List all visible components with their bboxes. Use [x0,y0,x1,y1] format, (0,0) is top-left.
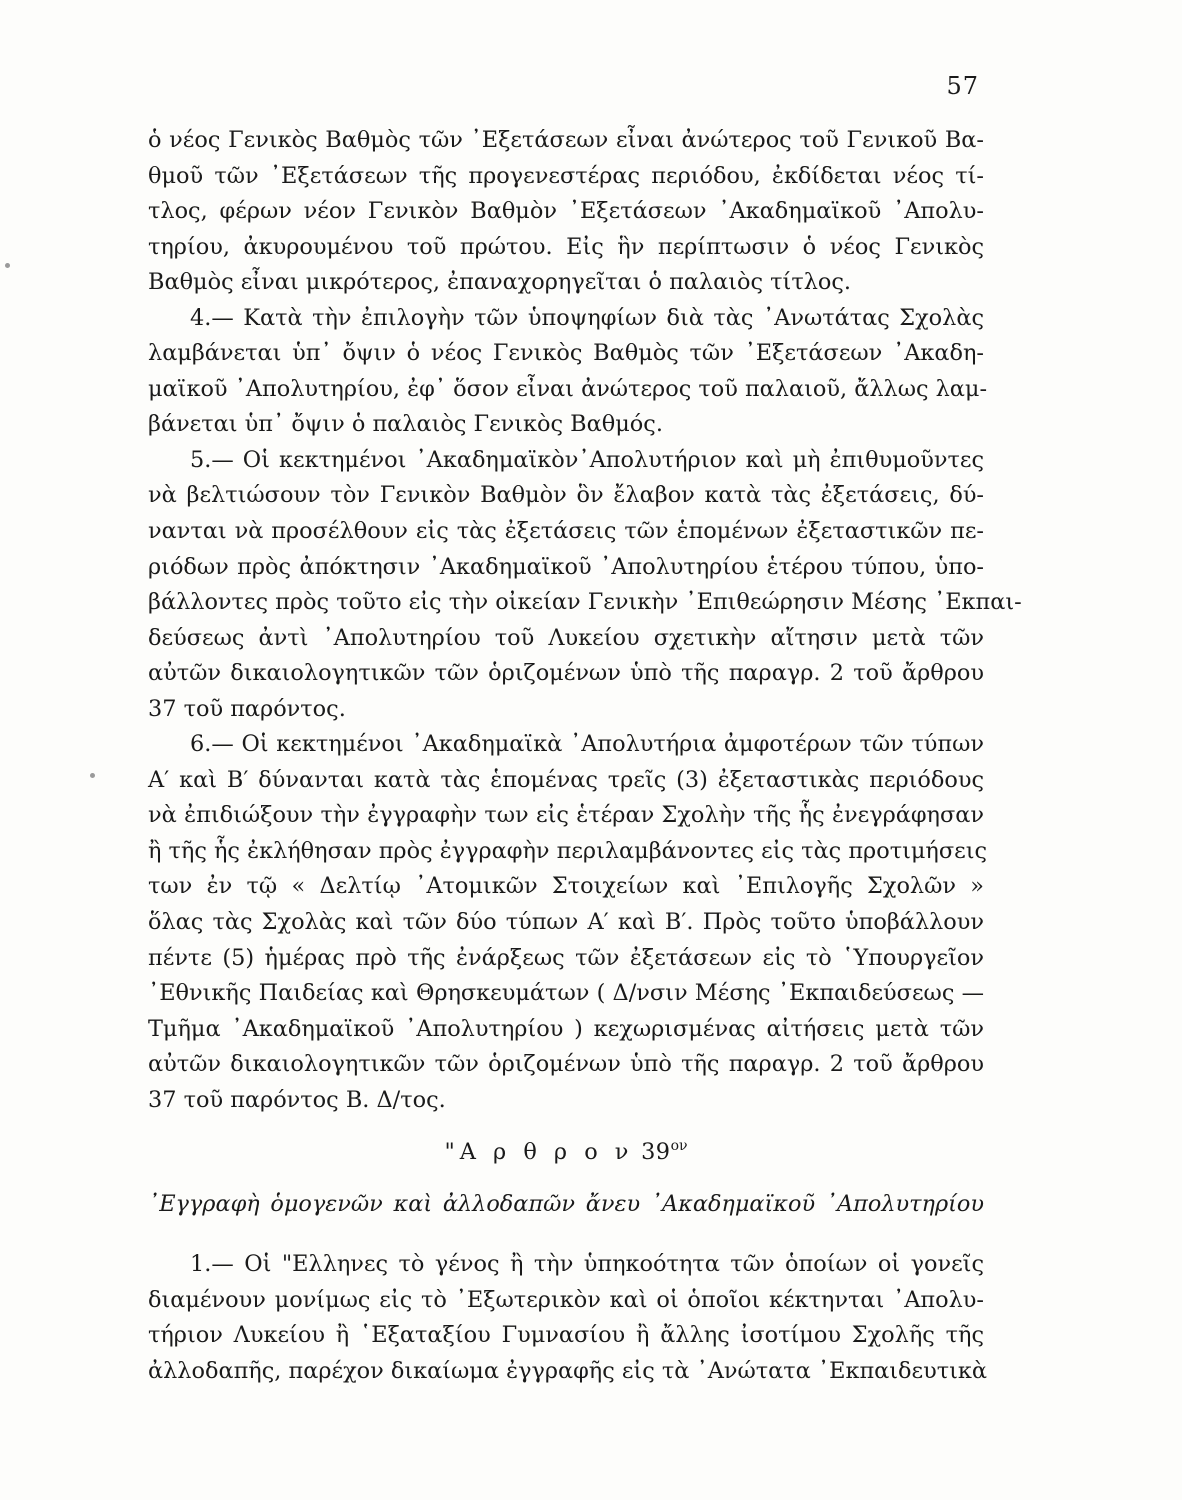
article-heading-prefix: "Α ρ θ ρ ο ν [444,1139,634,1165]
text-line: θμοῦ τῶν ᾿Εξετάσεων τῆς προγενεστέρας περιόδου, ἐκδίδεται νέος τί- [148,162,984,189]
text-line: ὅλας τὰς Σχολὰς καὶ τῶν δύο τύπων Α′ καὶ Β′. Πρὸς τοῦτο ὑποβάλλουν [148,909,984,936]
text-line: μαϊκοῦ ᾿Απολυτηρίου, ἐφ᾿ ὅσον εἶναι ἀνώτερος τοῦ παλαιοῦ, ἄλλως λαμ- [148,375,988,402]
page-number: 57 [946,72,979,100]
text-line: 5.— Οἱ κεκτημένοι ᾿Ακαδημαϊκὸν᾿Απολυτήριον καὶ μὴ ἐπιθυμοῦντες [190,446,984,473]
article-heading-suffix: ον [670,1138,688,1154]
text-line: νανται νὰ προσέλθουν εἰς τὰς ἐξετάσεις τῶν ἑπομένων ἐξεταστικῶν πε- [148,518,984,545]
text-line: τηρίου, ἀκυρουμένου τοῦ πρώτου. Εἰς ἣν περίπτωσιν ὁ νέος Γενικὸς [148,233,984,260]
article-heading-number: 39 [641,1139,671,1165]
text-line: βάλλοντες πρὸς τοῦτο εἰς τὴν οἰκείαν Γενικὴν ᾿Επιθεώρησιν Μέσης ᾿Εκπαι- [148,589,1022,616]
text-line: 1.— Οἱ "Ελληνες τὸ γένος ἢ τὴν ὑπηκοότητα τῶν ὁποίων οἱ γονεῖς [190,1251,984,1277]
text-line: Βαθμὸς εἶναι μικρότερος, ἐπαναχορηγεῖται ὁ παλαιὸς τίτλος. [148,269,852,296]
text-line: 4.— Κατὰ τὴν ἐπιλογὴν τῶν ὑποψηφίων διὰ τὰς ᾿Ανωτάτας Σχολὰς [190,304,984,331]
text-line: 6.— Οἱ κεκτημένοι ᾿Ακαδημαϊκὰ ᾿Απολυτήρια ἀμφοτέρων τῶν τύπων [190,731,984,758]
body-text-top [148,123,1022,1118]
text-line: ριόδων πρὸς ἀπόκτησιν ᾿Ακαδημαϊκοῦ ᾿Απολυτηρίου ἑτέρου τύπου, ὑπο- [148,553,984,580]
text-line: πέντε (5) ἡμέρας πρὸ τῆς ἐνάρξεως τῶν ἐξετάσεων εἰς τὸ ῾Υπουργεῖον [148,944,984,971]
text-line: τλος, φέρων νέον Γενικὸν Βαθμὸν ᾿Εξετάσεων ᾿Ακαδημαϊκοῦ ᾿Απολυ- [148,198,984,225]
text-line: ἢ τῆς ἧς ἐκλήθησαν πρὸς ἐγγραφὴν περιλαμβάνοντες εἰς τὰς προτιμήσεις [148,837,988,864]
text-line: Α′ καὶ Β′ δύνανται κατὰ τὰς ἑπομένας τρεῖς (3) ἐξεταστικὰς περιόδους [148,766,984,793]
scan-speck [90,773,95,778]
body-text-bottom [148,1247,988,1389]
text-line: 37 τοῦ παρόντος Β. Δ/τος. [148,1086,446,1113]
text-line: αὐτῶν δικαιολογητικῶν τῶν ὁριζομένων ὑπὸ τῆς παραγρ. 2 τοῦ ἄρθρου [148,1051,984,1078]
text-line: νὰ βελτιώσουν τὸν Γενικὸν Βαθμὸν ὃν ἔλαβον κατὰ τὰς ἐξετάσεις, δύ- [148,482,984,509]
text-line: 37 τοῦ παρόντος. [148,695,346,722]
text-line: βάνεται ὑπ᾿ ὄψιν ὁ παλαιὸς Γενικὸς Βαθμός. [148,411,663,438]
article-heading [148,1128,984,1164]
text-line: Τμῆμα ᾿Ακαδημαϊκοῦ ᾿Απολυτηρίου ) κεχωρισμένας αἰτήσεις μετὰ τῶν [148,1015,984,1042]
scan-speck [5,263,10,268]
text-line: νὰ ἐπιδιώξουν τὴν ἐγγραφὴν των εἰς ἑτέραν Σχολὴν τῆς ἧς ἐνεγράφησαν [148,802,984,829]
text-line: των ἐν τῷ « Δελτίῳ ᾿Ατομικῶν Στοιχείων καὶ ᾿Επιλογῆς Σχολῶν » [148,873,984,900]
text-line: διαμένουν μονίμως εἰς τὸ ᾿Εξωτερικὸν καὶ οἱ ὁποῖοι κέκτηνται ᾿Απολυ- [148,1286,984,1313]
text-line: λαμβάνεται ὑπ᾿ ὄψιν ὁ νέος Γενικὸς Βαθμὸς τῶν ᾿Εξετάσεων ᾿Ακαδη- [148,340,984,367]
text-line: ὁ νέος Γενικὸς Βαθμὸς τῶν ᾿Εξετάσεων εἶναι ἀνώτερος τοῦ Γενικοῦ Βα- [148,127,984,153]
text-line: ᾿Εθνικῆς Παιδείας καὶ Θρησκευμάτων ( Δ/νσιν Μέσης ᾿Εκπαιδεύσεως — [148,980,984,1007]
text-line: τήριον Λυκείου ἢ ῾Εξαταξίου Γυμνασίου ἢ ἄλλης ἰσοτίμου Σχολῆς τῆς [148,1322,984,1349]
text-line: αὐτῶν δικαιολογητικῶν τῶν ὁριζομένων ὑπὸ τῆς παραγρ. 2 τοῦ ἄρθρου [148,660,984,687]
article-subtitle: ᾿Εγγραφὴ ὁμογενῶν καὶ ἀλλοδαπῶν ἄνευ ᾿Ακαδημαϊκοῦ ᾿Απολυτηρίου [148,1191,984,1217]
text-line: δεύσεως ἀντὶ ᾿Απολυτηρίου τοῦ Λυκείου σχετικὴν αἴτησιν μετὰ τῶν [148,624,984,651]
text-line: ἀλλοδαπῆς, παρέχον δικαίωμα ἐγγραφῆς εἰς τὰ ᾿Ανώτατα ᾿Εκπαιδευτικὰ [148,1357,988,1384]
